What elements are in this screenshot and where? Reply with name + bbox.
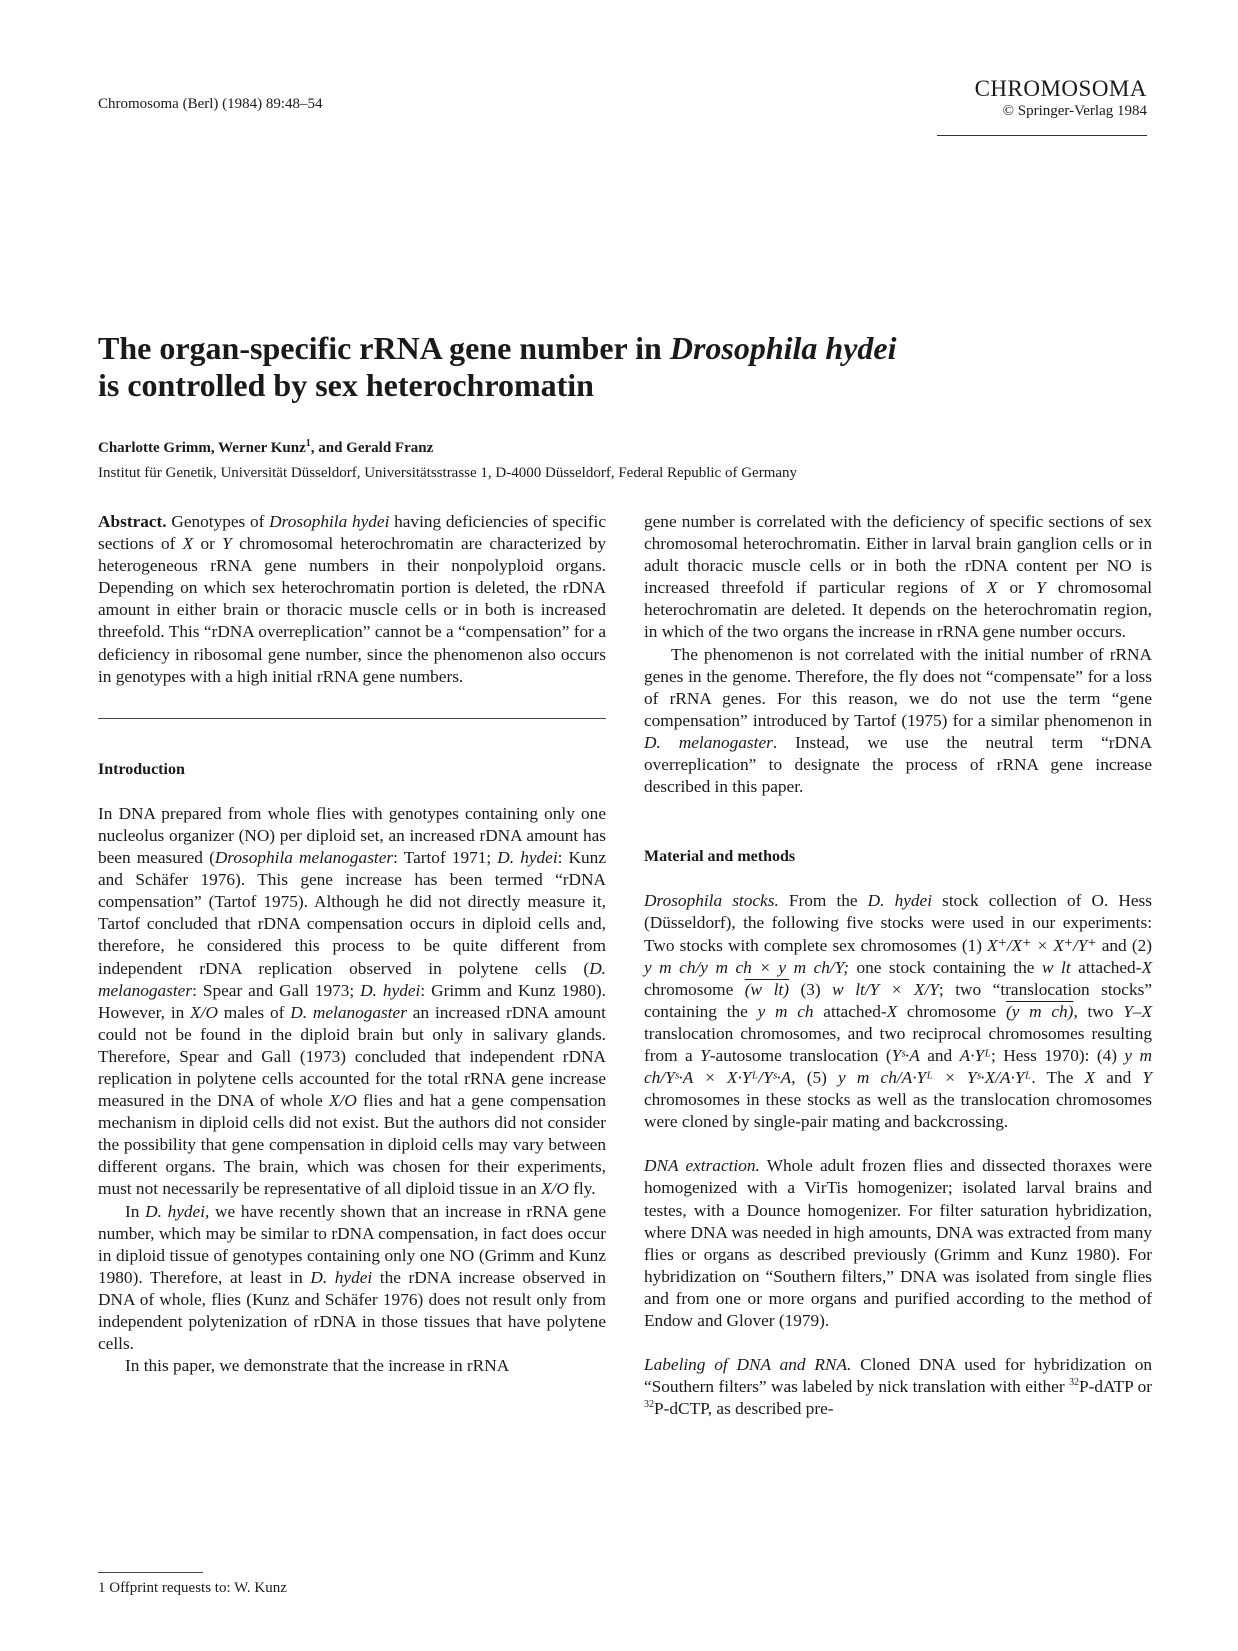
labeling-paragraph: Labeling of DNA and RNA. Cloned DNA used for hybridization on “Southern filters” was labeled by nick translation with either $^{32}$P-dATP or $^{32}$P-dCTP, as described pre- xyxy=(644,1355,1153,1419)
author-list: Charlotte Grimm, Werner Kunz$^1$, and Gerald Franz xyxy=(98,438,434,456)
footnote: 1 Offprint requests to: W. Kunz xyxy=(98,1580,287,1596)
journal-citation: Chromosoma (Berl) (1984) 89:48–54 xyxy=(98,96,323,112)
copyright-notice: © Springer-Verlag 1984 xyxy=(1002,103,1147,120)
article-title: The organ-specific rRNA gene number in Drosophila hydei is controlled by sex heterochromatin xyxy=(98,330,897,404)
stocks-paragraph: Drosophila stocks. From the D. hydei stock collection of O. Hess (Düsseldorf), the following five stocks were used in our experiments: Two stocks with complete sex chromosomes (1) X⁺/X⁺ × X⁺/Y⁺ and (2) y m ch/y m ch × y m ch/Y; one stock containing the w lt attached-X chromosome (w lt) (3) w lt/Y × X/Y; two “translocation stocks” containing the y m ch attached-X chromosome (y m ch), two Y–X translocation chromosomes, and two reciprocal chromosomes resulting from a Y-autosome translocation (Yˢ·A and A·Yᴸ; Hess 1970): (4) y m ch/Yˢ·A × X·Yᴸ/Yˢ·A, (5) y m ch/A·Yᴸ × Yˢ·X/A·Yᴸ. The X and Y chromosomes in these stocks as well as the translocation chromosomes were cloned by single-pair mating and backcrossing. xyxy=(644,891,1153,1132)
intro-paragraph-4: The phenomenon is not correlated with the initial number of rRNA genes in the genome. Therefore, the fly does not “compensate” for a loss of rRNA genes. For this reason, we do not use the term “gene compensation” introduced by Tartof (1975) for a similar phenomenon in D. melanogaster. Instead, we use the neutral term “rDNA overreplication” to designate the process of rRNA gene increase described in this paper. xyxy=(644,644,1152,797)
methods-heading: Material and methods xyxy=(644,848,796,866)
right-column xyxy=(644,511,1152,1420)
intro-paragraph-1: In DNA prepared from whole flies with genotypes containing only one nucleolus organizer (NO) per diploid set, an increased rDNA amount has been measured (Drosophila melanogaster: Tartof 1971; D. hydei: Kunz and Schäfer 1976). This gene increase has been termed “rDNA compensation” (Tartof 1975). Although he did not directly measure it, Tartof concluded that rDNA compensation occurs in diploid cells and, therefore, he considered this process to be quite different from independent rDNA replication observed in polytene cells (D. melanogaster: Spear and Gall 1973; D. hydei: Grimm and Kunz 1980). However, in X/O males of D. melanogaster an increased rDNA amount could not be found in the diploid brain but only in salivary glands. Therefore, Spear and Gall (1973) concluded that independent rDNA replication in polytene cells accounted for the total rRNA gene increase measured in the DNA of whole X/O flies and hat a gene compensation mechanism in diploid cells did not exist. But the authors did not consider the possibility that gene compensation in diploid cells may vary between different organs. The brain, which was chosen for their experiments, must not necessarily be representative of all diploid tissue in an X/O fly. xyxy=(98,803,606,1199)
left-column xyxy=(98,511,606,1377)
affiliation: Institut für Genetik, Universität Düsseldorf, Universitätsstrasse 1, D-4000 Düsseldorf, Federal Republic of Germany xyxy=(98,465,798,481)
intro-paragraph-3: In this paper, we demonstrate that the increase in rRNA xyxy=(125,1356,510,1376)
footnote-rule xyxy=(98,1572,203,1573)
introduction-heading: Introduction xyxy=(98,760,185,778)
intro-paragraph-2: In D. hydei, we have recently shown that an increase in rRNA gene number, which may be similar to rDNA compensation, in fact does occur in diploid tissue of genotypes containing only one NO (Grimm and Kunz 1980). Therefore, at least in D. hydei the rDNA increase observed in DNA of whole, flies (Kunz and Schäfer 1976) does not result only from independent polytenization of rDNA in those tissues that have polytene cells. xyxy=(98,1201,606,1354)
journal-masthead xyxy=(937,76,1147,120)
extraction-paragraph: DNA extraction. Whole adult frozen flies and dissected thoraxes were homogenized with a VirTis homogenizer; isolated larval brains and testes, with a Dounce homogenizer. For filter saturation hybridization, where DNA was needed in high amounts, DNA was extracted from many flies or organs as described previously (Grimm and Kunz 1980). For hybridization on “Southern filters,” DNA was isolated from single flies and from one or more organs and purified according to the method of Endow and Glover (1979). xyxy=(644,1156,1152,1330)
masthead-rule xyxy=(937,135,1147,136)
journal-name: CHROMOSOMA xyxy=(974,76,1147,101)
abstract: Abstract. Genotypes of Drosophila hydei having deficiencies of specific sections of X or Y chromosomal heterochromatin are characterized by heterogeneous rRNA gene numbers in their nonpolyploid organs. Depending on which sex heterochromatin portion is deleted, the rDNA amount in either brain or thoracic muscle cells or in both is increased threefold. This “rDNA overreplication” cannot be a “compensation” for a deficiency in ribosomal gene number, since the phenomenon also occurs in genotypes with a high initial rRNA gene numbers. xyxy=(98,512,606,686)
intro-paragraph-3-continued: gene number is correlated with the deficiency of specific sections of sex chromosomal heterochromatin. Either in larval brain ganglion cells or in adult thoracic muscle cells or in both the rDNA content per NO is increased threefold if particular regions of X or Y chromosomal heterochromatin are deleted. It depends on the heterochromatin region, in which of the two organs the increase in rRNA gene number occurs. xyxy=(644,512,1153,642)
